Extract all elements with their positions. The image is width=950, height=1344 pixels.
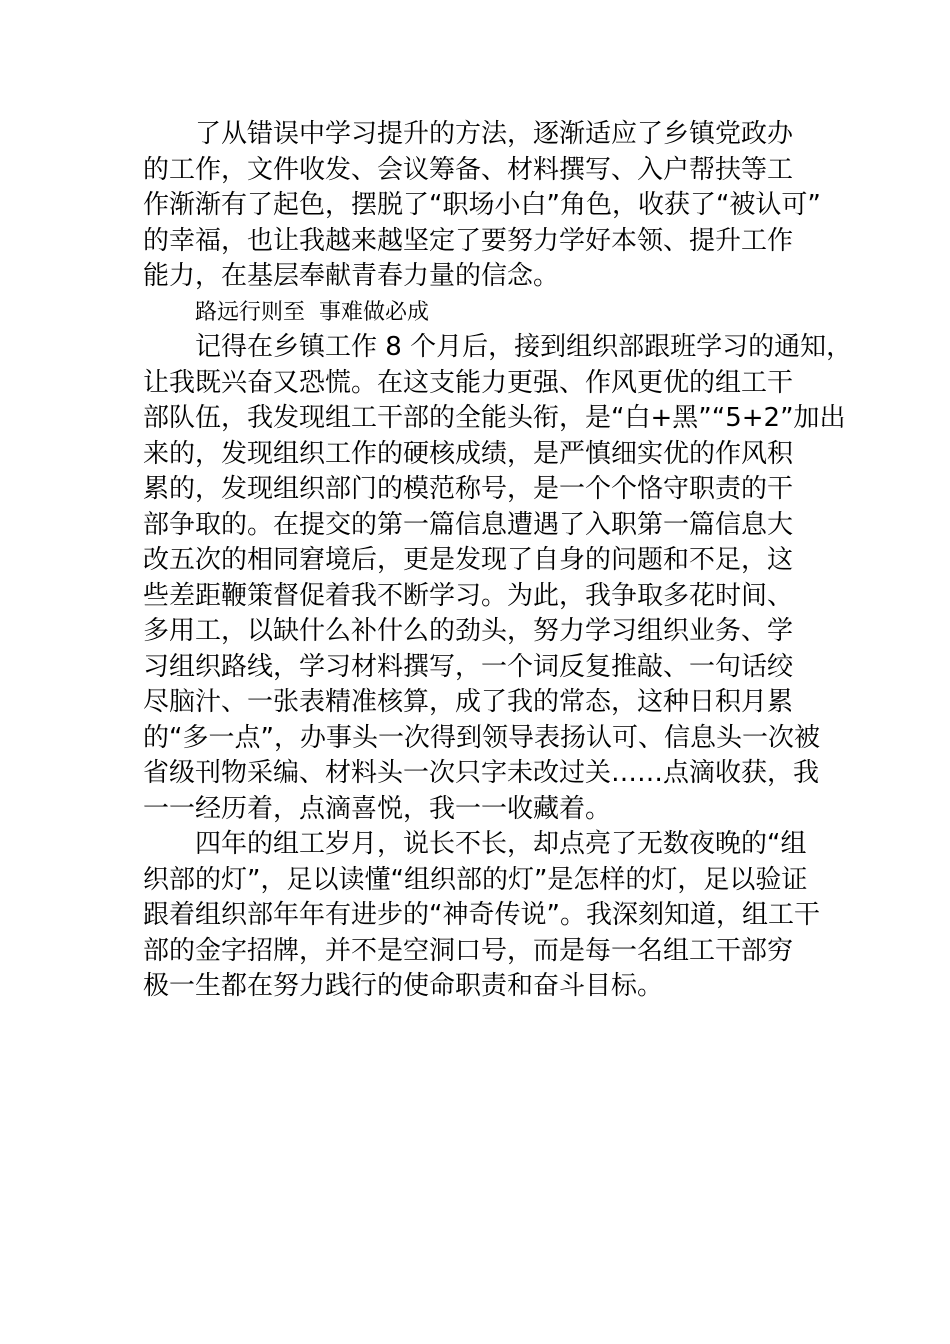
paragraph-line: 了从错误中学习提升的方法，逐渐适应了乡镇党政办 [195, 119, 794, 149]
paragraph-line: 部队伍，我发现组工干部的全能头衔，是“白+黑”“5+2”加出 [143, 403, 846, 433]
section-heading: 路远行则至 事难做必成 [195, 299, 429, 325]
paragraph-line: 习组织路线，学习材料撰写，一个词反复推敲、一句话绞 [143, 651, 794, 682]
document-body [143, 117, 853, 1005]
paragraph-line: 改五次的相同窘境后，更是发现了自身的问题和不足，这 [143, 545, 794, 575]
paragraph-line: 的“多一点”，办事头一次得到领导表扬认可、信息头一次被 [143, 722, 820, 753]
paragraph-line: 部的金字招牌，并不是空洞口号，而是每一名组工干部穷 [143, 935, 794, 966]
paragraph-line: 跟着组织部年年有进步的“神奇传说”。我深刻知道，组工干 [143, 900, 820, 930]
paragraph-line: 来的，发现组织工作的硬核成绩，是严慎细实优的作风积 [143, 438, 794, 469]
paragraph-2 [143, 330, 853, 827]
paragraph-line: 累的，发现组织部门的模范称号，是一个个恪守职责的干 [143, 474, 794, 504]
paragraph-line: 省级刊物采编、材料头一次只字未改过关……点滴收获，我 [143, 758, 820, 788]
paragraph-line: 尽脑汁、一张表精准核算，成了我的常态，这种日积月累 [143, 687, 794, 717]
paragraph-line: 四年的组工岁月，说长不长，却点亮了无数夜晚的“组 [195, 829, 807, 859]
paragraph-line: 一一经历着，点滴喜悦，我一一收藏着。 [143, 793, 612, 824]
paragraph-line: 能力，在基层奉献青春力量的信念。 [143, 261, 560, 291]
paragraph-line: 作渐渐有了起色，摆脱了“职场小白”角色，收获了“被认可” [143, 190, 821, 220]
paragraph-line: 多用工，以缺什么补什么的劲头，努力学习组织业务、学 [143, 616, 794, 646]
paragraph-line: 的幸福，也让我越来越坚定了要努力学好本领、提升工作 [143, 225, 794, 256]
paragraph-line: 让我既兴奋又恐慌。在这支能力更强、作风更优的组工干 [143, 367, 794, 398]
paragraph-line: 的工作，文件收发、会议筹备、材料撰写、入户帮扶等工 [143, 154, 794, 185]
paragraph-line: 些差距鞭策督促着我不断学习。为此，我争取多花时间、 [143, 580, 794, 611]
paragraph-1 [143, 117, 821, 295]
paragraph-line: 部争取的。在提交的第一篇信息遭遇了入职第一篇信息大 [143, 509, 794, 540]
paragraph-line: 记得在乡镇工作 8 个月后，接到组织部跟班学习的通知， [195, 332, 853, 362]
paragraph-line: 极一生都在努力践行的使命职责和奋斗目标。 [143, 971, 664, 1001]
paragraph-3 [143, 827, 820, 1005]
paragraph-line: 织部的灯”，足以读懂“组织部的灯”是怎样的灯，足以验证 [143, 864, 808, 895]
